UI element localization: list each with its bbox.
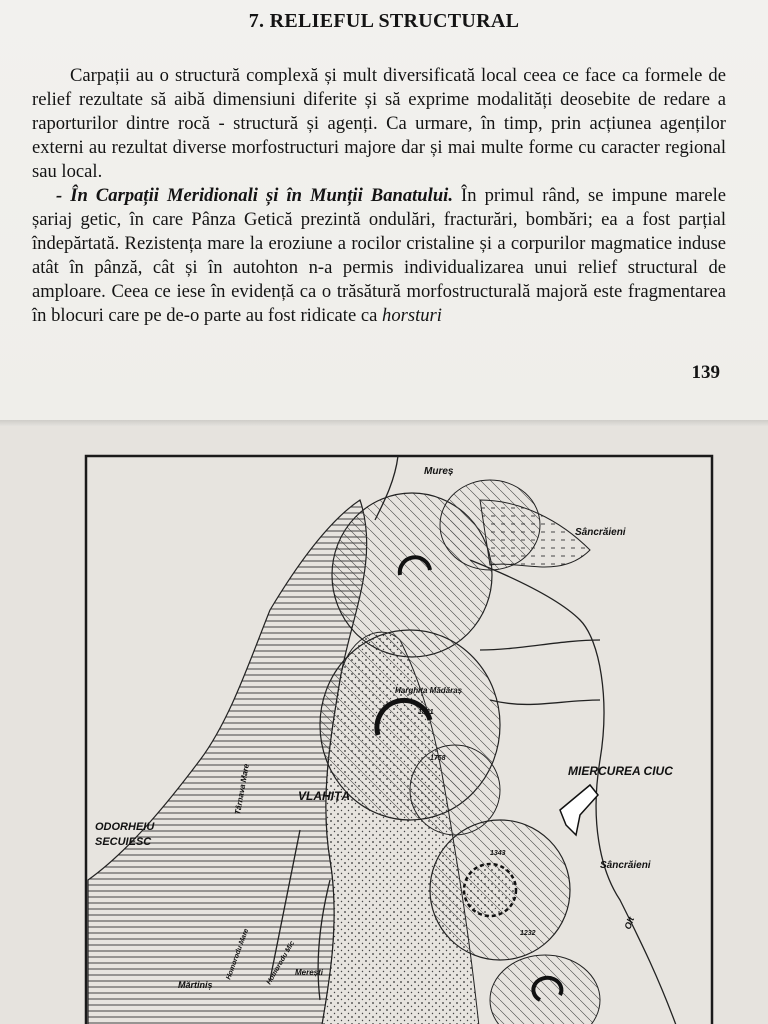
label-mures: Mureș — [424, 466, 454, 477]
peak-label: 1801 — [418, 709, 434, 716]
label-vlahita: VLAHIȚA — [298, 789, 350, 803]
label-odorheiu: ODORHEIU — [95, 821, 155, 833]
label-meresti: Merești — [295, 968, 324, 977]
peak-label: 1343 — [490, 850, 506, 857]
paragraph-intro: Carpații au o structură complexă și mult diversificată local ceea ce face ca formele de relief rezultate să aibă dimensiuni diferite și să exprime modalități deosebite de redare a raporturilor dintre rocă - structură și agenți. Ca urmare, în timp, prin acțiunea agenților externi au rezultat diverse morfostructuri majore dar și mai multe forme cu caracter regional sau local. — [32, 65, 726, 182]
peak-label: 1758 — [430, 755, 446, 762]
label-harghita-madaras: Harghita Mădăraș — [395, 686, 463, 695]
label-martinis: Mărtiniș — [178, 980, 213, 990]
paragraph-tail-term: horsturi — [382, 305, 442, 326]
label-homorodu-mic: Homorodu Mic — [265, 940, 297, 986]
label-tarnava-mare: Târnava Mare — [233, 762, 251, 816]
paragraph-lead: - În Carpații Meridionali și în Munții Banatului. — [56, 185, 453, 206]
label-olt: Olt — [622, 915, 637, 931]
label-sancraieni-south: Sâncrăieni — [600, 860, 651, 871]
label-sancraieni: Sâncrăieni — [575, 527, 626, 538]
book-page-top — [0, 0, 768, 420]
paragraph-body: În primul rând, se impune marele șariaj getic, în care Pânza Getică prezintă ondulări, fracturări, bombări; ea a fost parțial îndepărtată. Rezistența mare la eroziune a rocilor cristaline și a corpurilor magmatice induse atât în pânză, cât și în autohton n-a permis individualizarea unui relief structural de amploare. Ceea ce iese în evidență ca o trăsătură morfostructurală majoră este fragmentarea în blocuri care pe de-o parte au fost ridicate ca — [32, 185, 726, 326]
label-secuiesc: SECUIESC — [95, 836, 152, 848]
relief-map — [0, 426, 768, 1024]
label-miercurea-ciuc: MIERCUREA CIUC — [568, 764, 673, 778]
section-title: 7. RELIEFUL STRUCTURAL — [248, 10, 520, 32]
body-text — [32, 64, 726, 328]
page-number: 139 — [691, 362, 720, 383]
label-homorodu-mare: Homorodu Mare — [225, 927, 251, 981]
paragraph-meridionali — [32, 184, 726, 328]
peak-label: 1232 — [520, 930, 536, 937]
